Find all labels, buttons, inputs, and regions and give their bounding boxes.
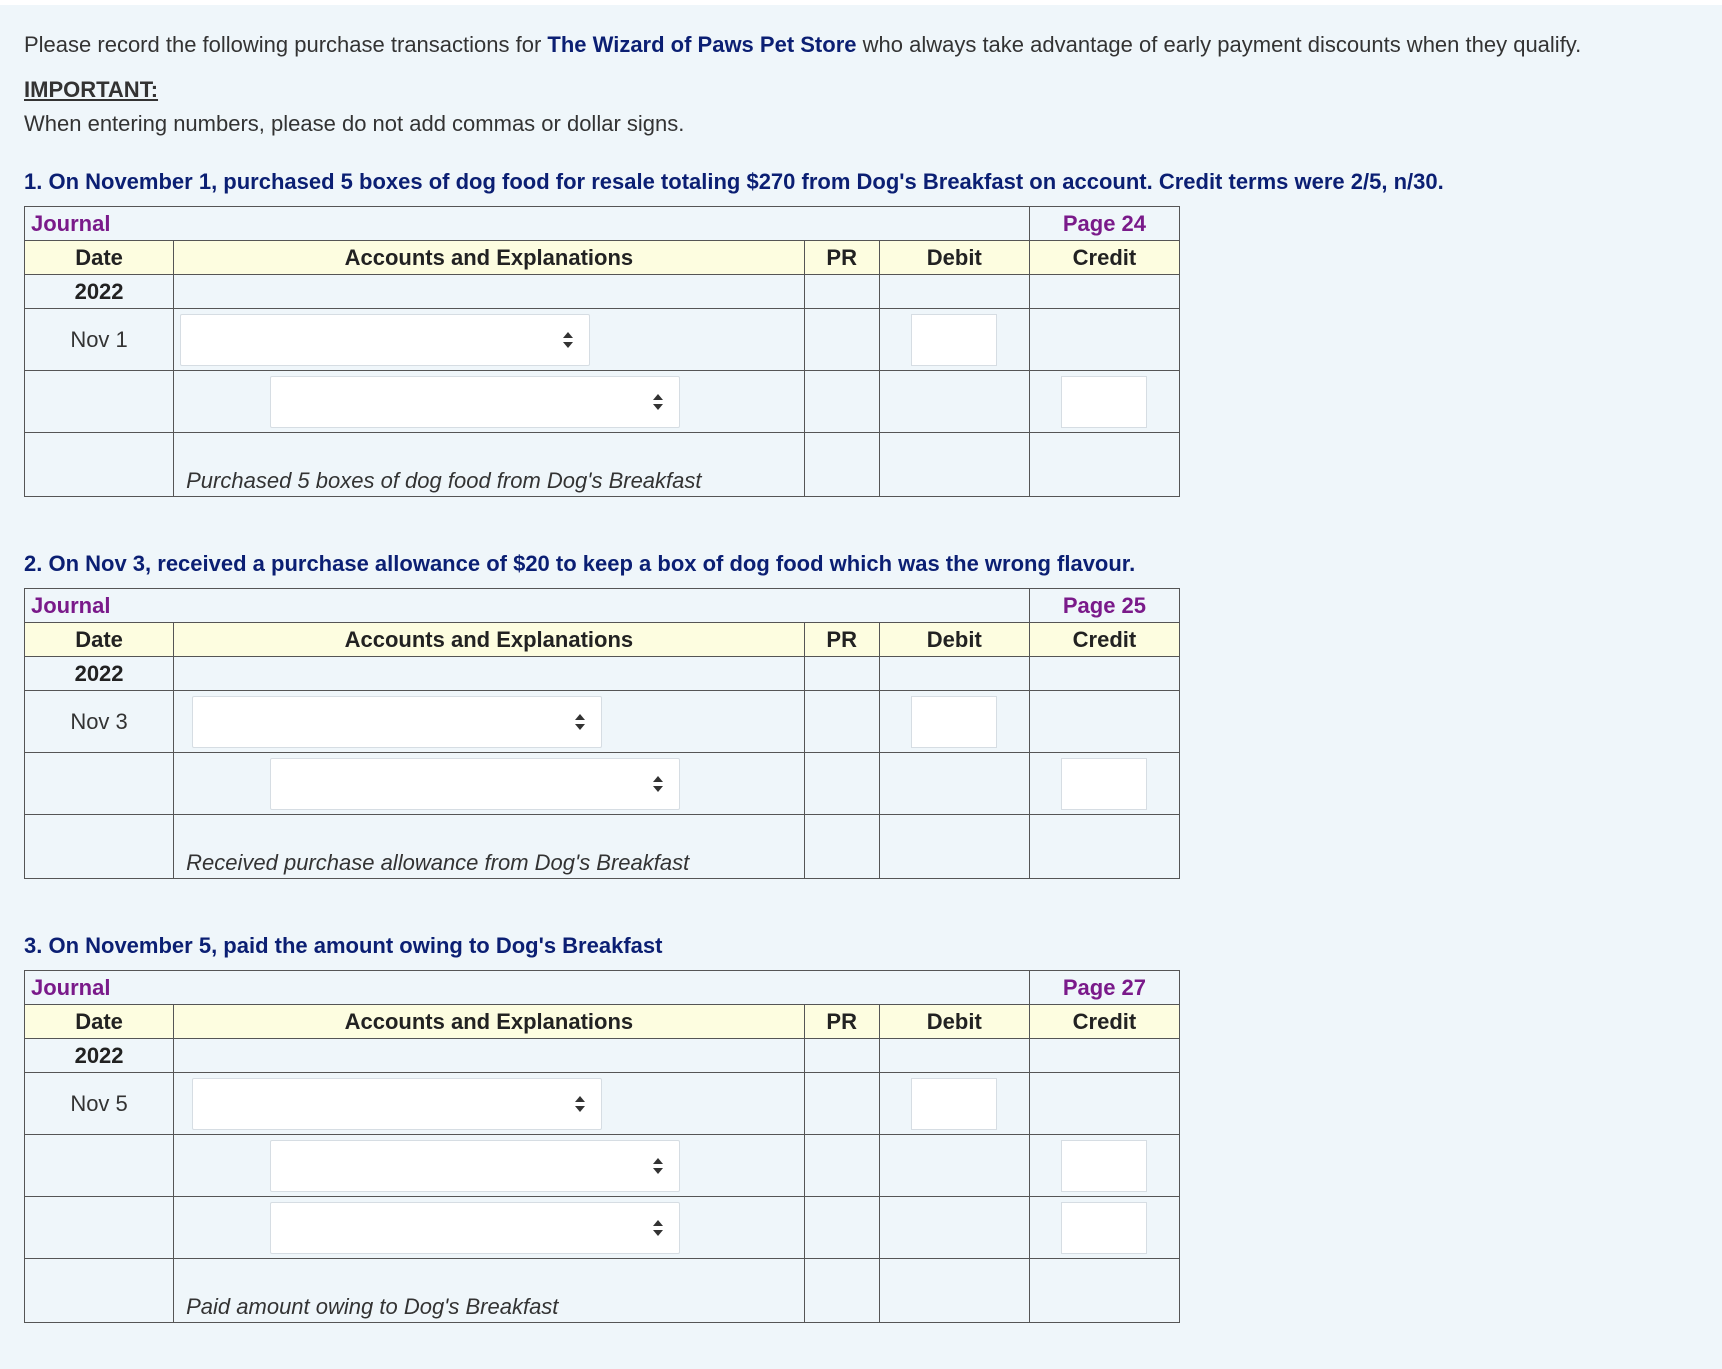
journal-table-1 [24,206,1180,497]
credit-account-select[interactable] [270,1202,680,1254]
debit-entry-row [25,1073,1180,1135]
header-accounts: Accounts and Explanations [174,623,805,657]
journal-table-2 [24,588,1180,879]
debit-account-select[interactable] [180,314,590,366]
year-cell: 2022 [25,657,174,691]
journal-page-number: Page 27 [1029,971,1179,1005]
entry-date: Nov 3 [25,691,174,753]
credit-entry-row [25,753,1180,815]
credit-entry-row [25,371,1180,433]
select-arrows-icon [573,1092,587,1116]
debit-amount-input[interactable] [911,1078,997,1130]
header-credit: Credit [1029,1005,1179,1039]
debit-amount-input[interactable] [911,696,997,748]
header-credit: Credit [1029,623,1179,657]
header-pr: PR [804,1005,879,1039]
year-cell: 2022 [25,275,174,309]
pr-cell [804,309,879,371]
credit-amount-input[interactable] [1061,376,1147,428]
pr-cell [804,371,879,433]
header-date: Date [25,1005,174,1039]
credit-entry-row [25,1197,1180,1259]
debit-entry-row [25,691,1180,753]
pr-cell [804,1073,879,1135]
header-debit: Debit [879,241,1029,275]
journal-table-3 [24,970,1180,1323]
header-date: Date [25,623,174,657]
entry-date: Nov 5 [25,1073,174,1135]
header-accounts: Accounts and Explanations [174,241,805,275]
company-name: The Wizard of Paws Pet Store [547,32,857,57]
journal-page-number: Page 24 [1029,207,1179,241]
header-date: Date [25,241,174,275]
instructions-prefix: Please record the following purchase transactions for [24,32,548,57]
debit-amount-input[interactable] [911,314,997,366]
instructions-suffix: who always take advantage of early payment discounts when they qualify. [856,32,1582,57]
journal-title: Journal [25,207,1030,241]
pr-cell [804,1135,879,1197]
header-debit: Debit [879,1005,1029,1039]
entry-date: Nov 1 [25,309,174,371]
year-cell: 2022 [25,1039,174,1073]
question-panel [0,5,1722,1369]
journal-title: Journal [25,971,1030,1005]
question-3: 3. On November 5, paid the amount owing to Dog's Breakfast [24,933,663,958]
debit-account-select[interactable] [192,696,602,748]
pr-cell [804,753,879,815]
credit-amount-input[interactable] [1061,1202,1147,1254]
debit-entry-row [25,309,1180,371]
credit-amount-input[interactable] [1061,1140,1147,1192]
important-label: IMPORTANT: [24,77,159,102]
credit-entry-row [25,1135,1180,1197]
entry-explanation: Received purchase allowance from Dog's Breakfast [174,815,805,879]
header-pr: PR [804,241,879,275]
instructions [24,31,1581,59]
debit-account-select[interactable] [192,1078,602,1130]
credit-account-select[interactable] [270,1140,680,1192]
journal-page-number: Page 25 [1029,589,1179,623]
journal-title: Journal [25,589,1030,623]
header-pr: PR [804,623,879,657]
header-accounts: Accounts and Explanations [174,1005,805,1039]
select-arrows-icon [651,390,665,414]
important-note: When entering numbers, please do not add commas or dollar signs. [24,111,685,136]
select-arrows-icon [651,772,665,796]
credit-amount-input[interactable] [1061,758,1147,810]
question-2: 2. On Nov 3, received a purchase allowance of $20 to keep a box of dog food which was the wrong flavour. [24,551,1136,576]
entry-explanation: Purchased 5 boxes of dog food from Dog's Breakfast [174,433,805,497]
select-arrows-icon [561,328,575,352]
pr-cell [804,691,879,753]
pr-cell [804,1197,879,1259]
entry-explanation: Paid amount owing to Dog's Breakfast [174,1259,805,1323]
select-arrows-icon [651,1216,665,1240]
header-debit: Debit [879,623,1029,657]
select-arrows-icon [573,710,587,734]
header-credit: Credit [1029,241,1179,275]
credit-account-select[interactable] [270,758,680,810]
question-1: 1. On November 1, purchased 5 boxes of dog food for resale totaling $270 from Dog's Breakfast on account. Credit terms were 2/5, n/30. [24,169,1444,194]
credit-account-select[interactable] [270,376,680,428]
select-arrows-icon [651,1154,665,1178]
